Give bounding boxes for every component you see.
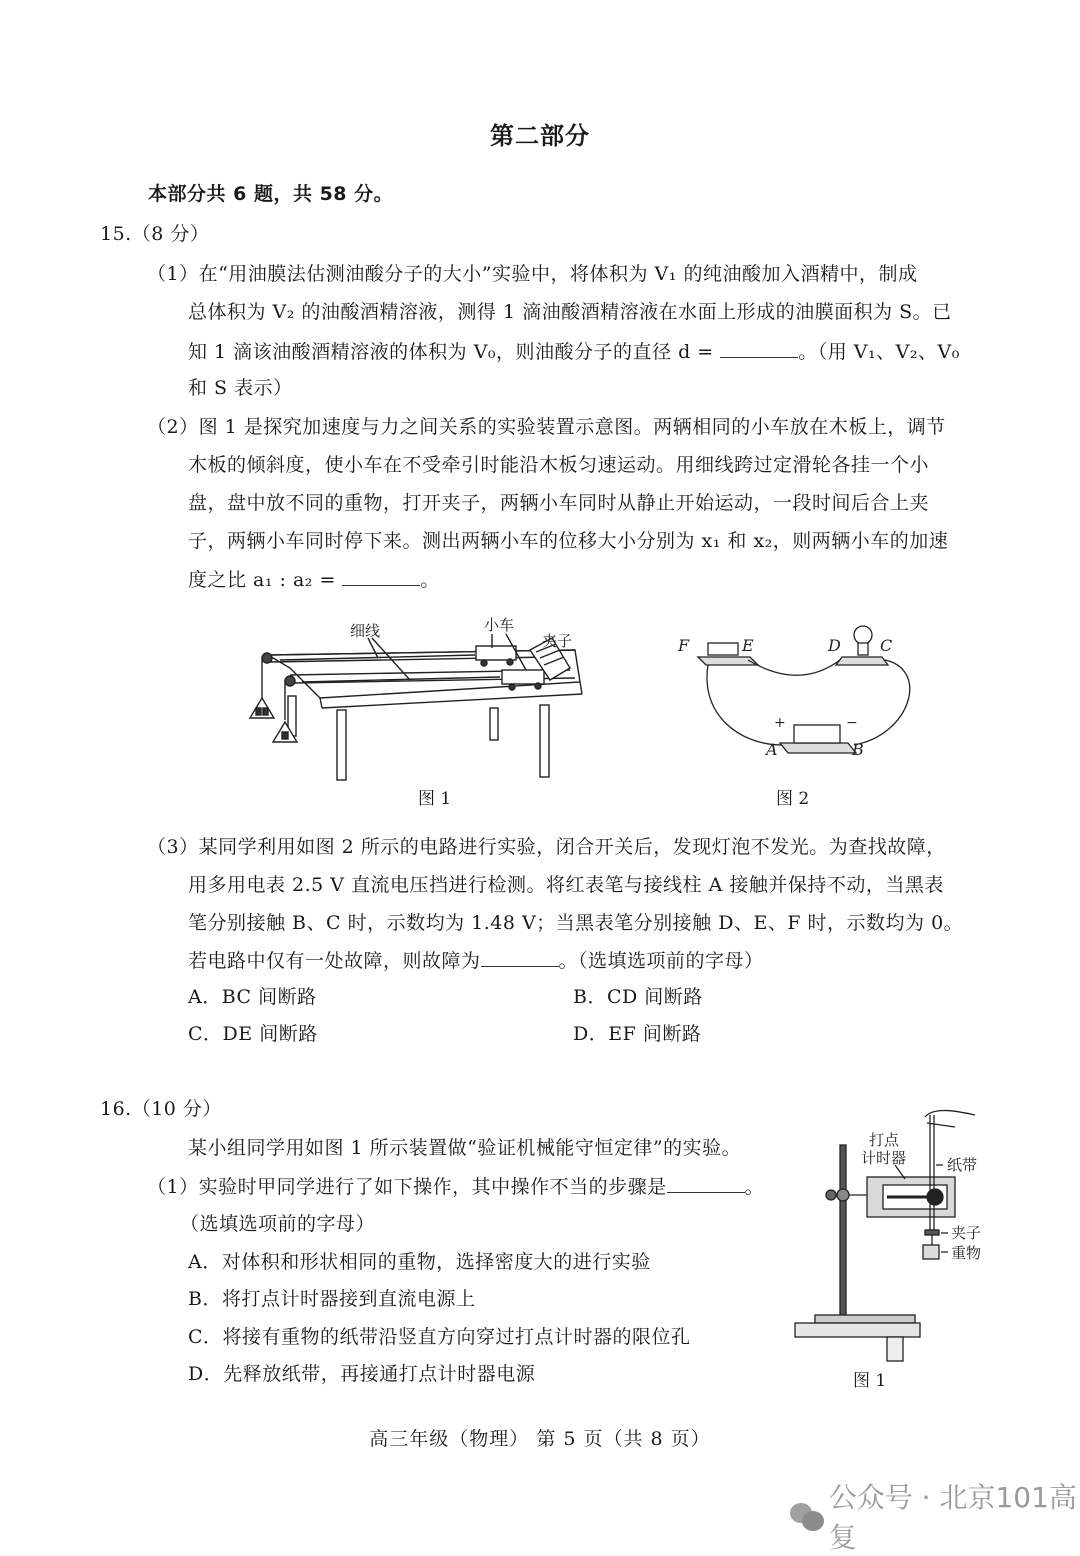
q15-p2-line1 bbox=[147, 415, 946, 439]
battery-minus: − bbox=[846, 715, 858, 731]
watermark-text: 公众号 · 北京101高复 bbox=[828, 1481, 1077, 1554]
option-key: A． bbox=[188, 1251, 222, 1273]
answer-blank-fault[interactable] bbox=[481, 948, 559, 967]
label-string: 细线 bbox=[350, 622, 381, 640]
bench-top bbox=[795, 1323, 920, 1337]
q16-p1-line2: （选填选项前的字母） bbox=[180, 1213, 376, 1235]
option-key: C． bbox=[188, 1326, 223, 1348]
q15-p1-line4: 和 S 表示） bbox=[188, 377, 293, 399]
option-key: D． bbox=[573, 1023, 609, 1045]
option-text: DE 间断路 bbox=[222, 1023, 318, 1045]
q15-p2-line3: 盘，盘中放不同的重物，打开夹子，两辆小车同时从静止开始运动，一段时间后合上夹 bbox=[188, 492, 930, 514]
q15-p1-line2: 总体积为 V₂ 的油酸酒精溶液，测得 1 滴油酸酒精溶液在水面上形成的油膜面积为 S。已 bbox=[188, 301, 952, 323]
option-text: BC 间断路 bbox=[221, 986, 317, 1008]
q15-option-b[interactable] bbox=[573, 985, 703, 1009]
option-key: D． bbox=[188, 1363, 224, 1385]
hand bbox=[925, 1111, 975, 1127]
q15-p3-line4 bbox=[188, 948, 764, 973]
pulley-1 bbox=[262, 653, 272, 663]
option-key: B． bbox=[188, 1288, 222, 1310]
page-footer: 高三年级（物理） 第 5 页（共 8 页） bbox=[369, 1428, 711, 1450]
label-clip-q16: 夹子 bbox=[951, 1224, 982, 1242]
wire-C-B bbox=[854, 660, 910, 745]
label-weight: 重物 bbox=[951, 1244, 982, 1262]
stand-base bbox=[815, 1315, 915, 1323]
q16-option-d[interactable] bbox=[188, 1362, 535, 1386]
battery-holder bbox=[780, 743, 856, 753]
option-text: EF 间断路 bbox=[608, 1023, 702, 1045]
label-timer-1: 打点 bbox=[869, 1131, 900, 1149]
battery-plus: + bbox=[774, 715, 786, 731]
q15-p2-label: （2） bbox=[147, 416, 199, 438]
stand-rod bbox=[840, 1145, 846, 1315]
section-intro: 本部分共 6 题，共 58 分。 bbox=[148, 183, 394, 205]
terminal-F: F bbox=[678, 636, 690, 655]
cart-2 bbox=[502, 670, 544, 684]
lamp-base bbox=[836, 657, 888, 665]
figure-1-cart-apparatus bbox=[230, 610, 610, 800]
q16-p1-label: （1） bbox=[147, 1176, 199, 1198]
wire-F-A bbox=[707, 665, 782, 745]
table-leg bbox=[540, 705, 549, 777]
answer-blank-d[interactable] bbox=[720, 339, 798, 358]
table-leg bbox=[337, 710, 346, 780]
q15-p3-line1 bbox=[147, 835, 946, 859]
q15-p2-text5b: 。 bbox=[420, 569, 440, 591]
terminal-E: E bbox=[742, 636, 754, 655]
label-tape: 纸带 bbox=[947, 1156, 978, 1174]
option-key: C． bbox=[188, 1023, 223, 1045]
q15-p1-label: （1） bbox=[147, 263, 199, 285]
option-text: CD 间断路 bbox=[606, 986, 703, 1008]
q15-p1-line1 bbox=[147, 262, 917, 286]
weight-pan-1 bbox=[250, 698, 274, 718]
q15-p3-text4b: 。（选填选项前的字母） bbox=[558, 950, 764, 972]
terminal-D: D bbox=[828, 636, 841, 655]
q15-option-a[interactable] bbox=[188, 985, 317, 1009]
option-text: 先释放纸带，再接通打点计时器电源 bbox=[223, 1363, 536, 1385]
answer-blank-step[interactable] bbox=[667, 1174, 745, 1193]
q16-intro: 某小组同学用如图 1 所示装置做“验证机械能守恒定律”的实验。 bbox=[188, 1137, 742, 1159]
wire-EF-D bbox=[748, 660, 840, 675]
q16-fig1-caption: 图 1 bbox=[853, 1371, 887, 1391]
q15-p3-label: （3） bbox=[147, 836, 199, 858]
terminal-A: A bbox=[766, 740, 778, 759]
q16-p1-text1b: 。 bbox=[744, 1176, 765, 1198]
q16-number: 16.（10 分） bbox=[100, 1098, 222, 1120]
terminal-B: B bbox=[852, 740, 864, 759]
q16-p1-text1a: 实验时甲同学进行了如下操作，其中操作不当的步骤是 bbox=[198, 1176, 667, 1198]
option-key: B． bbox=[573, 986, 607, 1008]
q15-p2-text1: 图 1 是探究加速度与力之间关系的实验装置示意图。两辆相同的小车放在木板上，调节 bbox=[198, 416, 946, 438]
q15-p1-line3 bbox=[188, 339, 960, 364]
option-key: A． bbox=[188, 986, 222, 1008]
option-text: 对体积和形状相同的重物，选择密度大的进行实验 bbox=[221, 1251, 651, 1273]
q15-p2-text5a: 度之比 a₁ : a₂ = bbox=[188, 569, 336, 591]
q15-option-d[interactable] bbox=[573, 1022, 701, 1046]
answer-blank-ratio[interactable] bbox=[342, 567, 420, 586]
q15-option-c[interactable] bbox=[188, 1022, 318, 1046]
label-cart: 小车 bbox=[484, 616, 515, 634]
q15-p1-text3a: 知 1 滴该油酸酒精溶液的体积为 V₀，则油酸分子的直径 d = bbox=[188, 341, 714, 363]
cart-1 bbox=[476, 646, 516, 660]
section-title: 第二部分 bbox=[490, 122, 590, 150]
q15-p2-line4: 子，两辆小车同时停下来。测出两辆小车的位移大小分别为 x₁ 和 x₂，则两辆小车的加速 bbox=[188, 530, 949, 552]
q15-p3-line3: 笔分别接触 B、C 时，示数均为 1.48 V；当黑表笔分别接触 D、E、F 时，示数均为 0。 bbox=[188, 912, 964, 934]
q16-p1-line1 bbox=[147, 1174, 764, 1199]
label-timer-2: 计时器 bbox=[861, 1149, 907, 1167]
table-leg bbox=[490, 708, 498, 740]
wechat-icon bbox=[790, 1501, 823, 1531]
q15-p3-text1: 某同学利用如图 2 所示的电路进行实验，闭合开关后，发现灯泡不发光。为查找故障， bbox=[198, 836, 946, 858]
q16-option-c[interactable] bbox=[188, 1325, 691, 1349]
q15-p2-line2: 木板的倾斜度，使小车在不受牵引时能沿木板匀速运动。用细线跨过定滑轮各挂一个小 bbox=[188, 454, 930, 476]
q15-p2-line5 bbox=[188, 567, 440, 592]
figure-2-circuit bbox=[670, 615, 920, 785]
weight bbox=[923, 1245, 939, 1259]
label-clip: 夹子 bbox=[542, 632, 573, 650]
q15-p3-text4a: 若电路中仅有一处故障，则故障为 bbox=[188, 950, 481, 972]
figure-q16-timer-apparatus bbox=[795, 1105, 1010, 1365]
q15-number: 15.（8 分） bbox=[100, 223, 210, 245]
q15-p3-line2: 用多用电表 2.5 V 直流电压挡进行检测。将红表笔与接线柱 A 接触并保持不动，当黑表 bbox=[188, 874, 944, 896]
q16-option-a[interactable] bbox=[188, 1250, 651, 1274]
lamp-bulb bbox=[854, 626, 872, 644]
q15-p1-text1: 在“用油膜法估测油酸分子的大小”实验中，将体积为 V₁ 的纯油酸加入酒精中，制成 bbox=[198, 263, 918, 285]
battery bbox=[794, 725, 840, 743]
option-text: 将接有重物的纸带沿竖直方向穿过打点计时器的限位孔 bbox=[222, 1326, 691, 1348]
watermark bbox=[790, 1476, 1080, 1556]
pulley-2 bbox=[285, 676, 295, 686]
option-text: 将打点计时器接到直流电源上 bbox=[221, 1288, 476, 1310]
terminal-C: C bbox=[880, 636, 893, 655]
q16-option-b[interactable] bbox=[188, 1287, 475, 1311]
fig1-caption: 图 1 bbox=[418, 789, 452, 809]
q15-p1-text3b: 。（用 V₁、V₂、V₀ bbox=[798, 341, 960, 363]
clip bbox=[925, 1230, 939, 1235]
fig2-caption: 图 2 bbox=[776, 789, 810, 809]
